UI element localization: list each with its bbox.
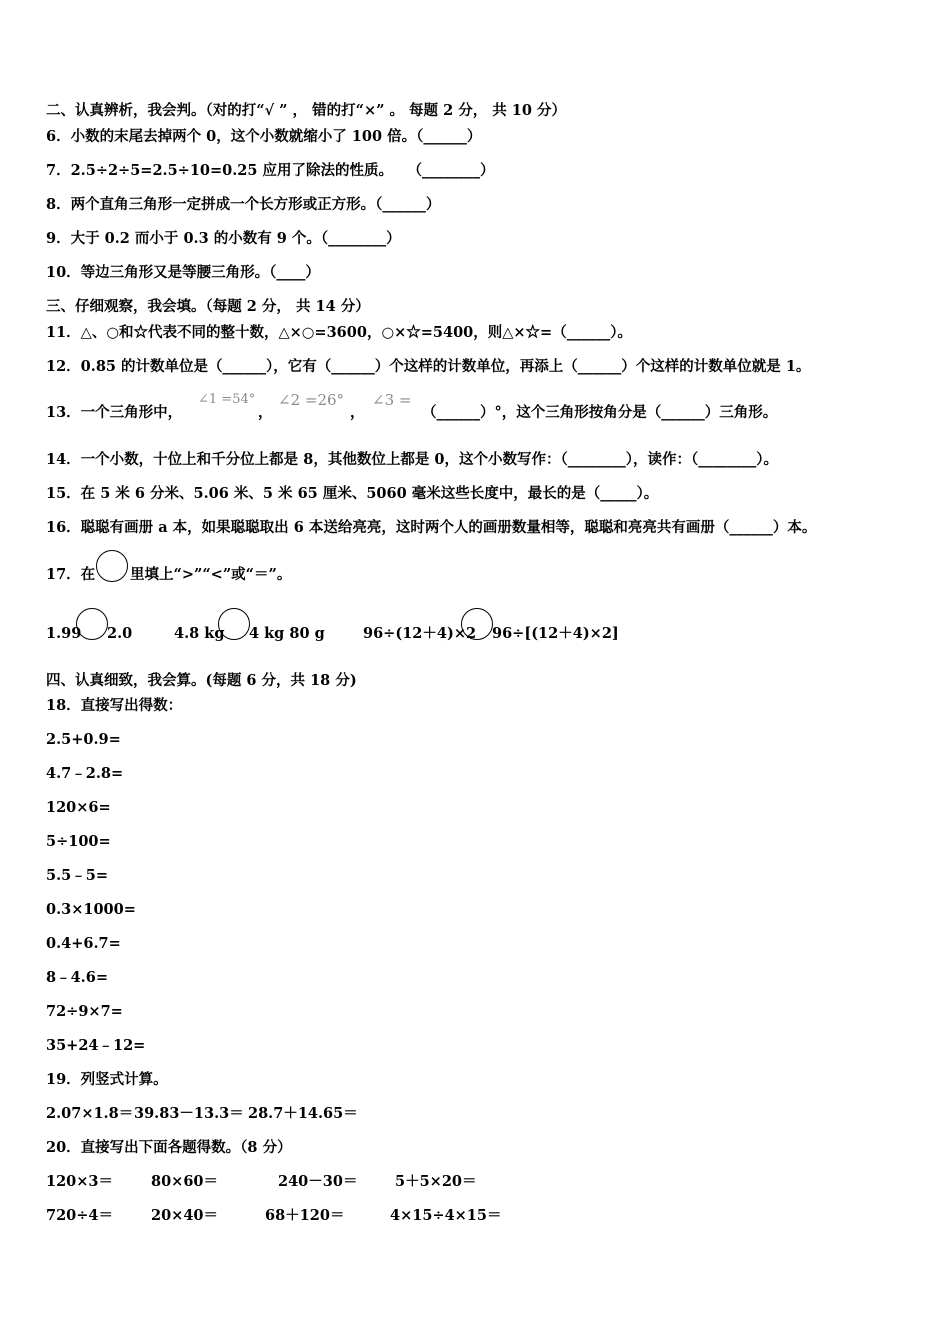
question-12: 12．0.85 的计数单位是（______），它有（______）个这样的计数单位，再添上（______）个这样的计数单位就是 1。 (46, 358, 811, 375)
section3-header: 三、仔细观察，我会填。（每题 2 分， 共 14 分） (46, 298, 370, 315)
q18-item: 5.5﹣5= (46, 867, 108, 884)
question-8: 8．两个直角三角形一定拼成一个长方形或正方形。（______） (46, 196, 441, 213)
question-10: 10．等边三角形又是等腰三角形。（____） (46, 264, 320, 281)
question-18-title: 18．直接写出得数： (46, 697, 183, 714)
section2-header: 二、认真辨析，我会判。（对的打“√ ” ， 错的打“×” 。 每题 2 分， 共 10 分） (46, 102, 567, 119)
compare-1-right: 2.0 (107, 625, 133, 642)
compare-3-left: 96÷(12＋4)×2 (363, 625, 477, 642)
question-16: 16．聪聪有画册 a 本，如果聪聪取出 6 本送给亮亮，这时两个人的画册数量相等，聪聪和亮亮共有画册（______）本。 (46, 519, 817, 536)
question-20-title: 20．直接写出下面各题得数。（8 分） (46, 1139, 292, 1156)
q18-item: 8﹣4.6= (46, 969, 108, 986)
compare-3-blank-circle[interactable] (461, 608, 493, 640)
angle-2-label: ∠2 =26° (278, 391, 345, 409)
section4-header: 四、认真细致，我会算。(每题 6 分，共 18 分) (46, 672, 357, 689)
question-6: 6．小数的末尾去掉两个 0，这个小数就缩小了 100 倍。（______） (46, 128, 482, 145)
question-9: 9．大于 0.2 而小于 0.3 的小数有 9 个。（________） (46, 230, 401, 247)
q18-item: 72÷9×7= (46, 1003, 123, 1020)
question-7: 7．2.5÷2÷5=2.5÷10=0.25 应用了除法的性质。 （________） (46, 162, 495, 179)
q20-item: 240－30＝ (278, 1173, 358, 1190)
question-19-title: 19．列竖式计算。 (46, 1071, 168, 1088)
question-14: 14．一个小数，十位上和千分位上都是 8，其他数位上都是 0，这个小数写作：（________），读作：（________）。 (46, 451, 778, 468)
angle-3-label: ∠3 = (372, 391, 412, 409)
q18-item: 0.4+6.7= (46, 935, 121, 952)
q20-item: 120×3＝ (46, 1173, 114, 1190)
question-17-prefix: 17．在 (46, 566, 96, 583)
q19-item: 2.07×1.8＝ (46, 1105, 134, 1122)
compare-3-right: 96÷[(12＋4)×2] (492, 625, 619, 642)
q18-item: 0.3×1000= (46, 901, 136, 918)
question-13-comma-2: ， (350, 404, 365, 421)
q19-item: 39.83－13.3＝ (134, 1105, 244, 1122)
compare-2-right: 4 kg 80 g (249, 625, 325, 642)
q19-item: 28.7＋14.65＝ (248, 1105, 358, 1122)
q20-item: 720÷4＝ (46, 1207, 114, 1224)
q18-item: 35+24﹣12= (46, 1037, 146, 1054)
question-13-prefix: 13．一个三角形中， (46, 404, 183, 421)
q20-item: 4×15÷4×15＝ (390, 1207, 502, 1224)
q20-item: 80×60＝ (151, 1173, 219, 1190)
q18-item: 4.7﹣2.8= (46, 765, 124, 782)
question-13-suffix: （______）°，这个三角形按角分是（______）三角形。 (422, 404, 778, 421)
question-13-comma-1: ， (258, 404, 273, 421)
compare-1-left: 1.99 (46, 625, 82, 642)
q18-item: 2.5+0.9= (46, 731, 121, 748)
compare-2-left: 4.8 kg (174, 625, 225, 642)
q18-item: 5÷100= (46, 833, 111, 850)
angle-1-label: ∠1 =54° (198, 392, 256, 407)
q20-item: 68＋120＝ (265, 1207, 345, 1224)
q20-item: 5＋5×20＝ (395, 1173, 477, 1190)
compare-2-blank-circle[interactable] (218, 608, 250, 640)
compare-circle-icon (96, 550, 128, 582)
question-17-suffix: 里填上“>”“<”或“＝”。 (130, 566, 292, 583)
q20-item: 20×40＝ (151, 1207, 219, 1224)
compare-1-blank-circle[interactable] (76, 608, 108, 640)
q18-item: 120×6= (46, 799, 111, 816)
question-11: 11．△、○和☆代表不同的整十数，△×○=3600，○×☆=5400，则△×☆=（______）。 (46, 324, 632, 341)
question-15: 15．在 5 米 6 分米、5.06 米、5 米 65 厘米、5060 毫米这些长度中，最长的是（_____）。 (46, 485, 659, 502)
